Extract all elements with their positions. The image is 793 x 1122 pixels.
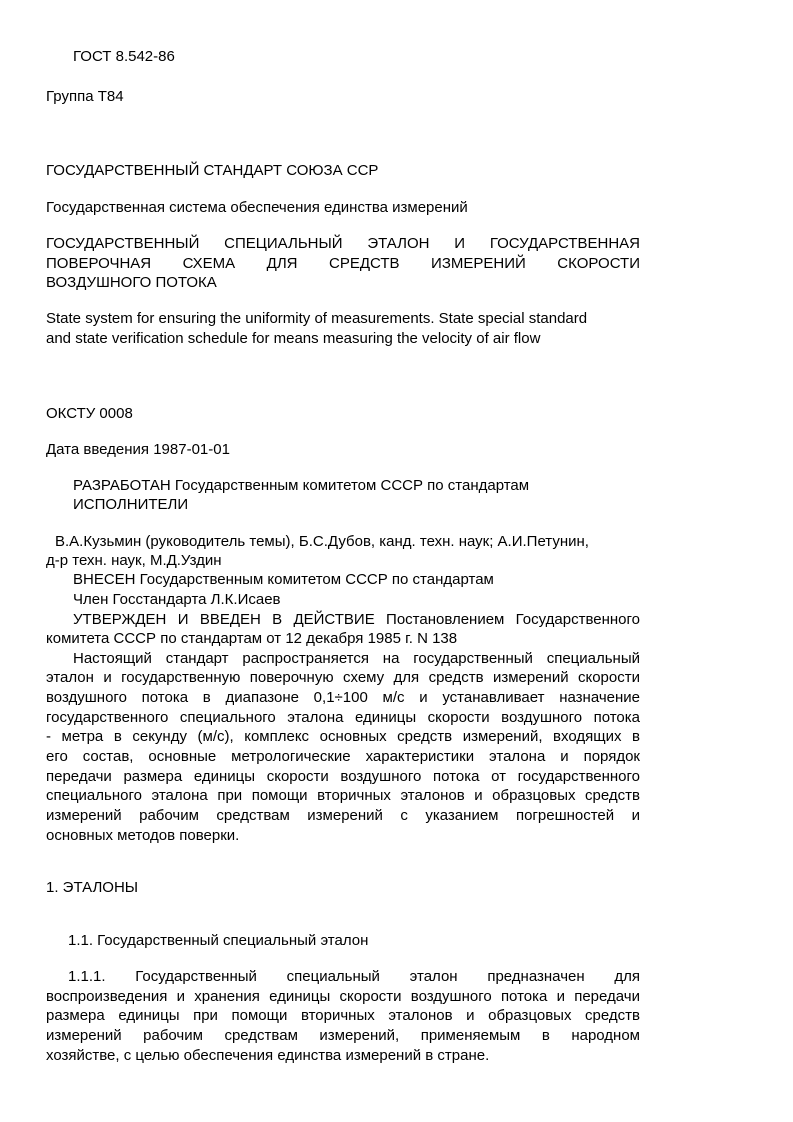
approved-line-2: комитета СССР по стандартам от 12 декабря 1985 г. N 138 <box>46 630 458 647</box>
system-title: Государственная система обеспечения единства измерений <box>46 199 468 216</box>
intro-line: специального эталона при помощи вторичных эталонов и образцовых средств <box>46 787 640 804</box>
executors-line-2: д-р техн. наук, М.Д.Уздин <box>46 552 222 569</box>
okstu-code: ОКСТУ 0008 <box>46 405 133 422</box>
intro-line: эталон и государственную поверочную схему для средств измерений скорости <box>46 669 640 686</box>
org-title: ГОСУДАРСТВЕННЫЙ СТАНДАРТ СОЮЗА ССР <box>46 162 379 179</box>
section-heading: 1. ЭТАЛОНЫ <box>46 879 139 896</box>
main-title-line-3: ВОЗДУШНОГО ПОТОКА <box>46 274 217 291</box>
section-para-line: 1.1.1. Государственный специальный эталон предназначен для <box>68 968 640 985</box>
section-para-line: хозяйстве, с целью обеспечения единства измерений в стране. <box>46 1047 490 1064</box>
gosstandart-member: Член Госстандарта Л.К.Исаев <box>73 591 281 608</box>
main-title-line-2: ПОВЕРОЧНАЯ СХЕМА ДЛЯ СРЕДСТВ ИЗМЕРЕНИЙ СКОРОСТИ <box>46 255 640 272</box>
intro-line: Настоящий стандарт распространяется на государственный специальный <box>73 650 640 667</box>
approved-line-1: УТВЕРЖДЕН И ВВЕДЕН В ДЕЙСТВИЕ Постановлением Государственного <box>73 611 640 628</box>
subsection-heading: 1.1. Государственный специальный эталон <box>68 932 369 949</box>
section-para-line: размера единицы при помощи вторичных эталонов и образцовых средств <box>46 1007 640 1024</box>
english-title-line-1: State system for ensuring the uniformity of measurements. State special standard <box>46 310 588 327</box>
executors-line-1: В.А.Кузьмин (руководитель темы), Б.С.Дубов, канд. техн. наук; А.И.Петунин, <box>55 533 589 550</box>
intro-line: передачи размера единицы скорости воздушного потока от государственного <box>46 768 640 785</box>
introduced-by: ВНЕСЕН Государственным комитетом СССР по стандартам <box>73 571 494 588</box>
intro-line: государственного специального эталона единицы скорости воздушного потока <box>46 709 640 726</box>
intro-line: - метра в секунду (м/с), комплекс основных средств измерений, входящих в <box>46 728 640 745</box>
english-title-line-2: and state verification schedule for means measuring the velocity of air flow <box>46 330 541 347</box>
intro-line: измерений рабочим средствам измерений с указанием погрешностей и <box>46 807 640 824</box>
executors-heading: ИСПОЛНИТЕЛИ <box>73 496 189 513</box>
section-para-line: воспроизведения и хранения единицы скорости воздушного потока и передачи <box>46 988 640 1005</box>
intro-line: воздушного потока в диапазоне 0,1÷100 м/с и устанавливает назначение <box>46 689 640 706</box>
intro-line: его состав, основные метрологические характеристики эталона и порядок <box>46 748 640 765</box>
developed-by: РАЗРАБОТАН Государственным комитетом СССР по стандартам <box>73 477 530 494</box>
intro-date: Дата введения 1987-01-01 <box>46 441 230 458</box>
intro-line: основных методов поверки. <box>46 827 240 844</box>
doc-group: Группа Т84 <box>46 88 124 105</box>
section-para-line: измерений рабочим средствам измерений, применяемым в народном <box>46 1027 640 1044</box>
main-title-line-1: ГОСУДАРСТВЕННЫЙ СПЕЦИАЛЬНЫЙ ЭТАЛОН И ГОСУДАРСТВЕННАЯ <box>46 235 640 252</box>
doc-number: ГОСТ 8.542-86 <box>73 48 175 65</box>
